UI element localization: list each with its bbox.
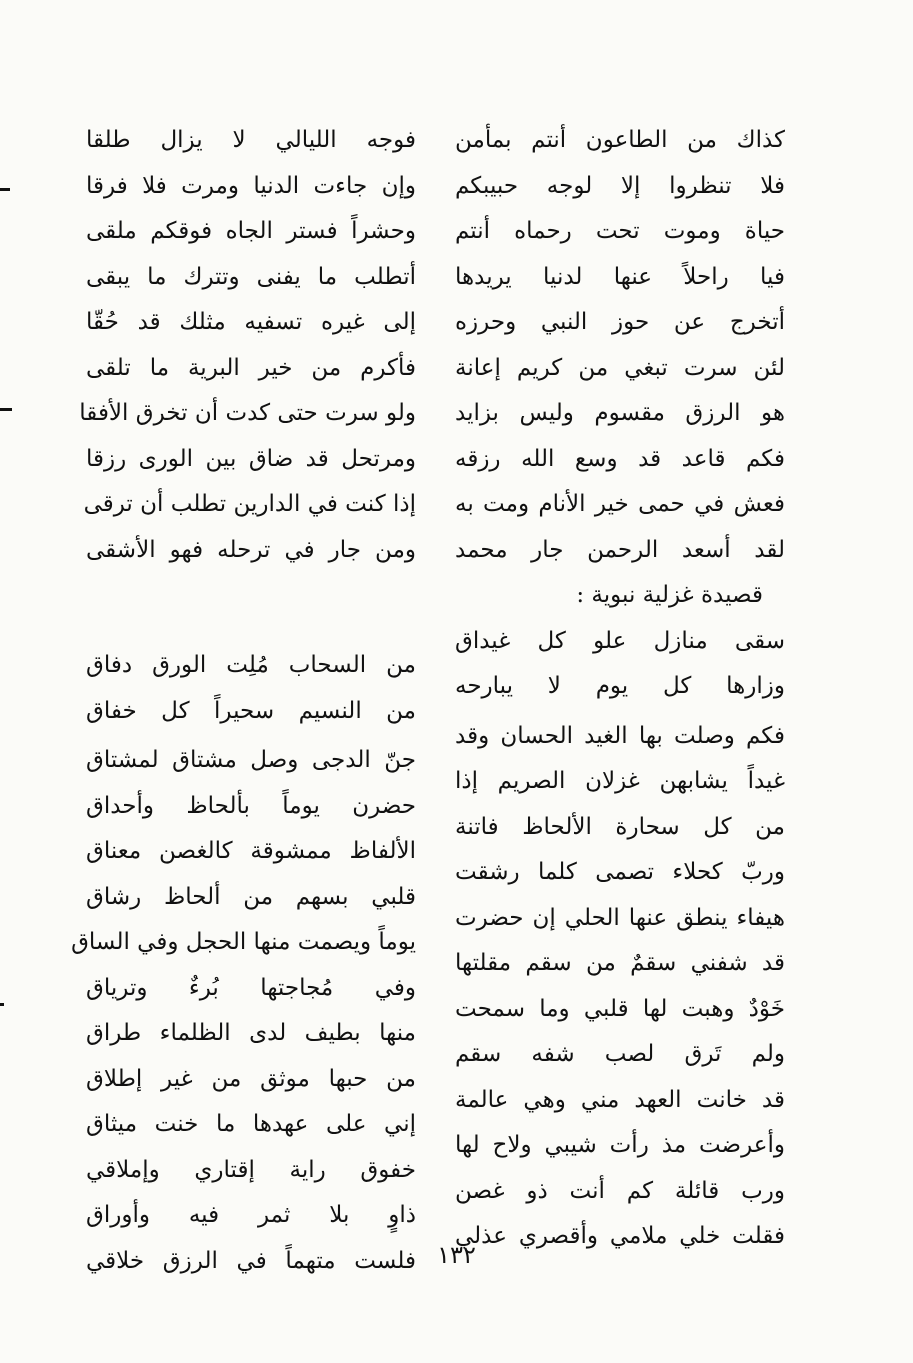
verse-line: وأعرضت مذ رأت شيبي ولاح لها xyxy=(455,1132,785,1158)
verse-line: أتطلب ما يفنى وتترك ما يبقى xyxy=(86,263,416,290)
verse-line: وزارها كل يوم لا يبارحه xyxy=(455,673,785,699)
verse-line: ومن جار في ترحله فهو الأشقى xyxy=(86,536,416,563)
verse-line: إذا كنت في الدارين تطلب أن ترقى xyxy=(83,491,416,517)
verse-line: لقد أسعد الرحمن جار محمد xyxy=(455,536,785,563)
verse-line: حضرن يوماً بألحاظ وأحداق xyxy=(86,792,416,819)
verse-line: من النسيم سحيراً كل خفاق xyxy=(86,697,416,724)
verse-line: هيفاء ينطق عنها الحلي إن حضرت xyxy=(455,904,785,931)
right-column xyxy=(455,118,785,1260)
verse-line: سقى منازل علو كل غيداق xyxy=(455,627,785,654)
verse-line: وحشراً فستر الجاه فوقكم ملقى xyxy=(86,218,416,244)
verse-line: كذاك من الطاعون أنتم بمأمن xyxy=(455,127,785,153)
verse-line: وإن جاءت الدنيا ومرت فلا فرقا xyxy=(86,172,416,199)
verse-line: ولم تَرق لصب شفه سقم xyxy=(455,1041,785,1067)
verse-line: حياة وموت تحت رحماه أنتم xyxy=(455,218,785,244)
edge-mark xyxy=(0,408,12,411)
left-first-block xyxy=(79,118,416,573)
verse-line: فلست متهماً في الرزق خلاقي xyxy=(86,1247,416,1274)
verse-line: فكم قاعد قد وسع الله رزقه xyxy=(455,445,785,472)
page-number: ١٣٢ xyxy=(437,1241,476,1269)
verse-line: قد شفني سقمٌ من سقم مقلتها xyxy=(455,950,785,976)
verse-line: منها بطيف لدى الظلماء طراق xyxy=(86,1020,416,1046)
right-second-block-b xyxy=(455,714,785,1260)
verse-line: من السحاب مُلِت الورق دفاق xyxy=(86,652,416,678)
verse-line: فيا راحلاً عنها لدنيا يريدها xyxy=(455,263,785,290)
verse-line: ومرتحل قد ضاق بين الورى رزقا xyxy=(86,445,416,472)
verse-line: وربّ كحلاء تصمى كلما رشقت xyxy=(455,859,785,885)
verse-line: قد خانت العهد مني وهي عالمة xyxy=(455,1086,785,1113)
verse-line: خَوْدٌ وهبت لها قلبي وما سمحت xyxy=(455,995,785,1022)
edge-mark xyxy=(0,188,10,191)
verse-line: لئن سرت تبغي من كريم إعانة xyxy=(455,354,785,381)
verse-line: من كل سحارة الألحاظ فاتنة xyxy=(455,813,785,840)
verse-line: فأكرم من خير البرية ما تلقى xyxy=(86,354,416,381)
verse-line: فوجه الليالي لا يزال طلقا xyxy=(86,127,416,153)
left-column xyxy=(71,118,416,1284)
left-second-block-a xyxy=(86,643,416,734)
verse-line: ورب قائلة كم أنت ذو غصن xyxy=(455,1177,785,1204)
verse-line: إلى غيره تسفيه مثلك قد حُقّا xyxy=(86,309,416,335)
verse-line: جنّ الدجى وصل مشتاق لمشتاق xyxy=(86,747,416,773)
verse-line: فلا تنظروا إلا لوجه حبيبكم xyxy=(455,172,785,199)
verse-line: يوماً ويصمت منها الحجل وفي الساق xyxy=(71,929,416,955)
stanza-gap xyxy=(86,573,416,643)
verse-line: ذاوٍ بلا ثمر فيه وأوراق xyxy=(86,1202,416,1228)
right-second-block-a xyxy=(455,619,785,710)
verse-line: من حبها موثق من غير إطلاق xyxy=(86,1065,416,1092)
right-first-block xyxy=(455,118,785,573)
verse-line: الألفاظ ممشوقة كالغصن معناق xyxy=(86,838,416,864)
poem-heading: قصيدة غزلية نبوية : xyxy=(576,582,763,608)
edge-mark xyxy=(0,1003,4,1006)
verse-line: فقلت خلي ملامي وأقصري عذلي xyxy=(455,1223,785,1249)
verse-line: غيداً يشابهن غزلان الصريم إذا xyxy=(455,768,785,794)
verse-line: وفي مُجاجتها بُرءٌ وترياق xyxy=(86,974,416,1001)
verse-line: خفوق راية إقتاري وإملاقي xyxy=(86,1156,416,1183)
verse-line: فكم وصلت بها الغيد الحسان وقد xyxy=(455,722,785,749)
verse-line: ولو سرت حتى كدت أن تخرق الأفقا xyxy=(79,400,416,426)
left-second-block-b xyxy=(71,738,416,1284)
verse-line: إني على عهدها ما خنت ميثاق xyxy=(86,1111,416,1137)
verse-line: فعش في حمى خير الأنام ومت به xyxy=(455,491,785,517)
verse-line: هو الرزق مقسوم وليس بزايد xyxy=(455,400,785,426)
verse-line: قلبي بسهم من ألحاظ رشاق xyxy=(86,883,416,910)
verse-line: أتخرج عن حوز النبي وحرزه xyxy=(455,309,785,335)
